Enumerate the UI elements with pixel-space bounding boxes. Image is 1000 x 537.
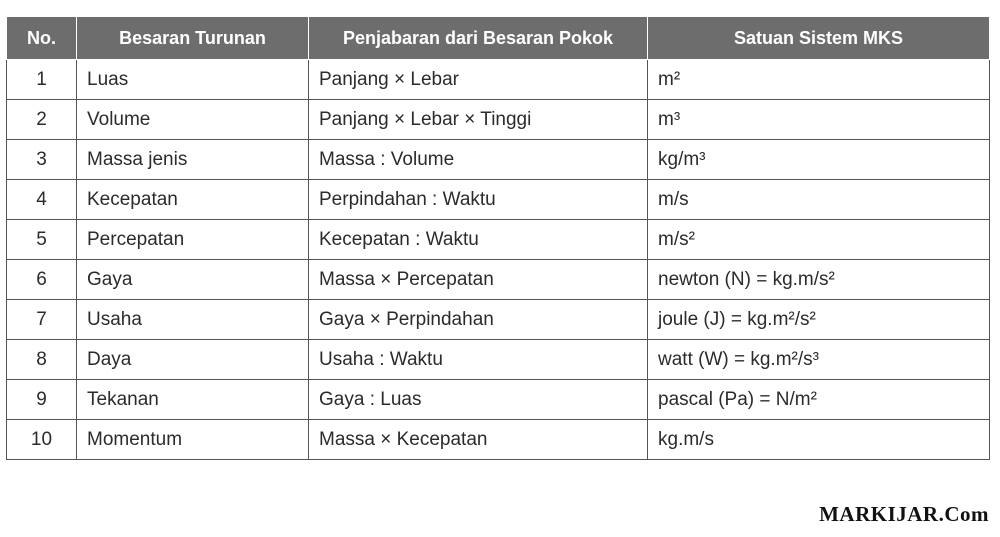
cell-no: 9: [7, 380, 77, 420]
table-row: [7, 260, 990, 300]
cell-quantity: Massa jenis: [77, 140, 309, 180]
cell-quantity: Kecepatan: [77, 180, 309, 220]
cell-unit: m³: [648, 100, 990, 140]
cell-unit: joule (J) = kg.m²/s²: [648, 300, 990, 340]
cell-no: 7: [7, 300, 77, 340]
cell-breakdown: Massa × Percepatan: [309, 260, 648, 300]
cell-breakdown: Massa : Volume: [309, 140, 648, 180]
cell-unit: kg.m/s: [648, 420, 990, 460]
cell-unit: watt (W) = kg.m²/s³: [648, 340, 990, 380]
cell-breakdown: Panjang × Lebar × Tinggi: [309, 100, 648, 140]
table-header-row: [7, 17, 990, 60]
cell-quantity: Gaya: [77, 260, 309, 300]
table-row: [7, 180, 990, 220]
table-row: [7, 220, 990, 260]
cell-quantity: Daya: [77, 340, 309, 380]
cell-no: 10: [7, 420, 77, 460]
cell-no: 2: [7, 100, 77, 140]
cell-no: 4: [7, 180, 77, 220]
cell-unit: m/s: [648, 180, 990, 220]
header-base-breakdown: Penjabaran dari Besaran Pokok: [309, 17, 648, 60]
cell-quantity: Luas: [77, 60, 309, 100]
cell-no: 6: [7, 260, 77, 300]
cell-no: 5: [7, 220, 77, 260]
cell-breakdown: Panjang × Lebar: [309, 60, 648, 100]
header-derived-quantity: Besaran Turunan: [77, 17, 309, 60]
cell-breakdown: Usaha : Waktu: [309, 340, 648, 380]
cell-unit: kg/m³: [648, 140, 990, 180]
header-no: No.: [7, 17, 77, 60]
cell-unit: m²: [648, 60, 990, 100]
cell-breakdown: Kecepatan : Waktu: [309, 220, 648, 260]
cell-quantity: Volume: [77, 100, 309, 140]
table-row: [7, 340, 990, 380]
site-watermark: MARKIJAR.Com: [819, 502, 989, 526]
cell-breakdown: Perpindahan : Waktu: [309, 180, 648, 220]
cell-quantity: Tekanan: [77, 380, 309, 420]
cell-breakdown: Gaya : Luas: [309, 380, 648, 420]
cell-no: 8: [7, 340, 77, 380]
table-row: [7, 140, 990, 180]
cell-breakdown: Gaya × Perpindahan: [309, 300, 648, 340]
header-mks-unit: Satuan Sistem MKS: [648, 17, 990, 60]
cell-quantity: Percepatan: [77, 220, 309, 260]
cell-no: 1: [7, 60, 77, 100]
cell-breakdown: Massa × Kecepatan: [309, 420, 648, 460]
cell-quantity: Momentum: [77, 420, 309, 460]
table-row: [7, 380, 990, 420]
table-row: [7, 100, 990, 140]
table-row: [7, 60, 990, 100]
cell-unit: pascal (Pa) = N/m²: [648, 380, 990, 420]
table-row: [7, 420, 990, 460]
table-row: [7, 300, 990, 340]
cell-quantity: Usaha: [77, 300, 309, 340]
cell-no: 3: [7, 140, 77, 180]
cell-unit: m/s²: [648, 220, 990, 260]
derived-quantities-table: [6, 16, 990, 460]
cell-unit: newton (N) = kg.m/s²: [648, 260, 990, 300]
